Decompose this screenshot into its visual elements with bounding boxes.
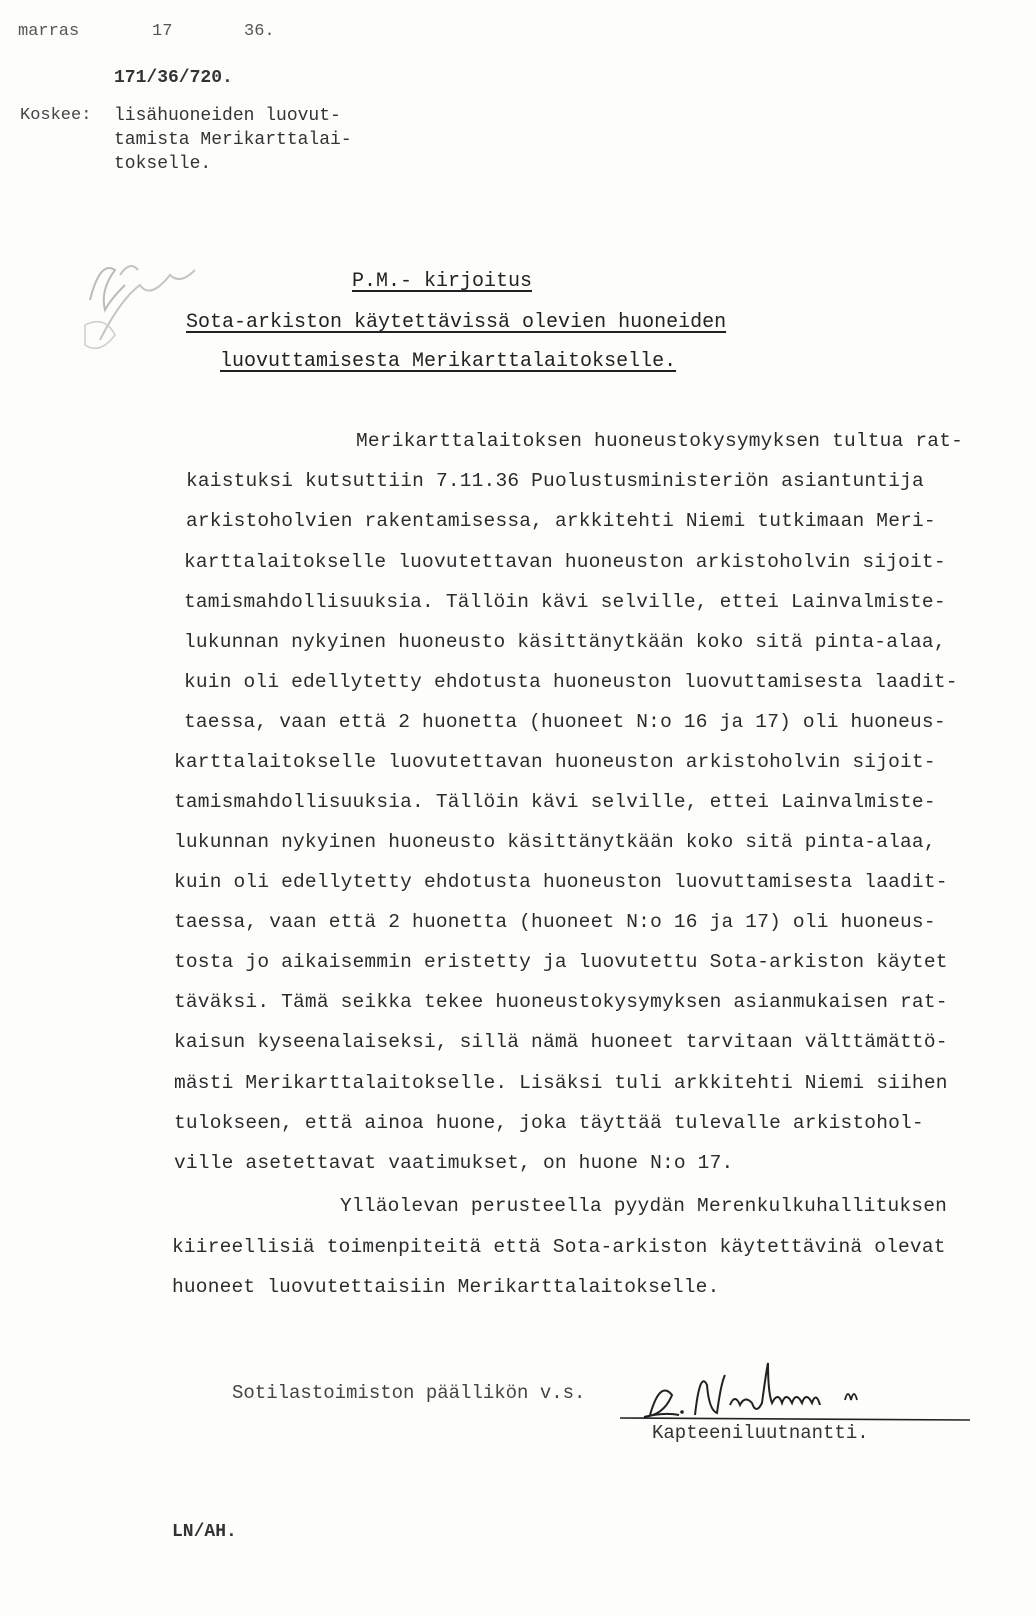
body-line: lukunnan nykyinen huoneusto käsittänytkään koko sitä pinta-alaa,: [174, 831, 936, 853]
body-line: kiireellisiä toimenpiteitä että Sota-arkiston käytettävinä olevat: [172, 1236, 946, 1258]
body-line: taessa, vaan että 2 huonetta (huoneet N:o 16 ja 17) oli huoneus-: [184, 711, 946, 733]
body-line: kaistuksi kutsuttiin 7.11.36 Puolustusministeriön asiantuntija: [186, 470, 924, 492]
body-line: Ylläolevan perusteella pyydän Merenkulkuhallituksen: [340, 1195, 947, 1217]
body-line: kuin oli edellytetty ehdotusta huoneuston luovuttamisesta laadit-: [174, 871, 948, 893]
date-day: 17: [152, 22, 173, 41]
title-line-1: P.M.- kirjoitus: [352, 270, 533, 293]
body-line: Merikarttalaitoksen huoneustokysymyksen tultua rat-: [356, 430, 963, 452]
signatory-rank: Kapteeniluutnantti.: [652, 1422, 869, 1444]
body-line: tulokseen, että ainoa huone, joka täyttää tulevalle arkistohol-: [174, 1112, 924, 1134]
title-line-2: Sota-arkiston käytettävissä olevien huoneiden: [186, 311, 727, 334]
body-line: tosta jo aikaisemmin eristetty ja luovutettu Sota-arkiston käytet: [174, 951, 948, 973]
signature-label: Sotilastoimiston päällikön v.s.: [232, 1382, 586, 1404]
body-line: lukunnan nykyinen huoneusto käsittänytkään koko sitä pinta-alaa,: [184, 631, 946, 653]
body-line: täväksi. Tämä seikka tekee huoneustokysymyksen asianmukaisen rat-: [174, 991, 948, 1013]
body-line: taessa, vaan että 2 huonetta (huoneet N:o 16 ja 17) oli huoneus-: [174, 911, 936, 933]
body-line: arkistoholvien rakentamisessa, arkkitehti Niemi tutkimaan Meri-: [186, 510, 936, 532]
pencil-annotation: [60, 230, 230, 370]
body-line: tamismahdollisuuksia. Tällöin kävi selville, ettei Lainvalmiste-: [174, 791, 936, 813]
body-line: ville asetettavat vaatimukset, on huone N:o 17.: [174, 1152, 734, 1174]
body-line: mästi Merikarttalaitokselle. Lisäksi tuli arkkitehti Niemi siihen: [174, 1072, 948, 1094]
body-line: karttalaitokselle luovutettavan huoneuston arkistoholvin sijoit-: [184, 551, 946, 573]
typist-initials: LN/AH.: [172, 1522, 237, 1542]
body-line: karttalaitokselle luovutettavan huoneuston arkistoholvin sijoit-: [174, 751, 936, 773]
date-year: 36.: [244, 22, 275, 41]
koskee-line-3: tokselle.: [114, 154, 212, 174]
body-line: huoneet luovutettaisiin Merikarttalaitokselle.: [172, 1276, 720, 1298]
title-line-3: luovuttamisesta Merikarttalaitokselle.: [220, 350, 677, 373]
body-line: kuin oli edellytetty ehdotusta huoneuston luovuttamisesta laadit-: [184, 671, 958, 693]
reference-number: 171/36/720.: [114, 68, 233, 88]
koskee-label: Koskee:: [20, 106, 92, 125]
body-line: kaisun kyseenalaiseksi, sillä nämä huoneet tarvitaan välttämättö-: [174, 1031, 948, 1053]
body-line: tamismahdollisuuksia. Tällöin kävi selville, ettei Lainvalmiste-: [184, 591, 946, 613]
koskee-line-1: lisähuoneiden luovut-: [114, 106, 341, 126]
koskee-line-2: tamista Merikarttalai-: [114, 130, 352, 150]
date-month: marras: [18, 22, 80, 41]
